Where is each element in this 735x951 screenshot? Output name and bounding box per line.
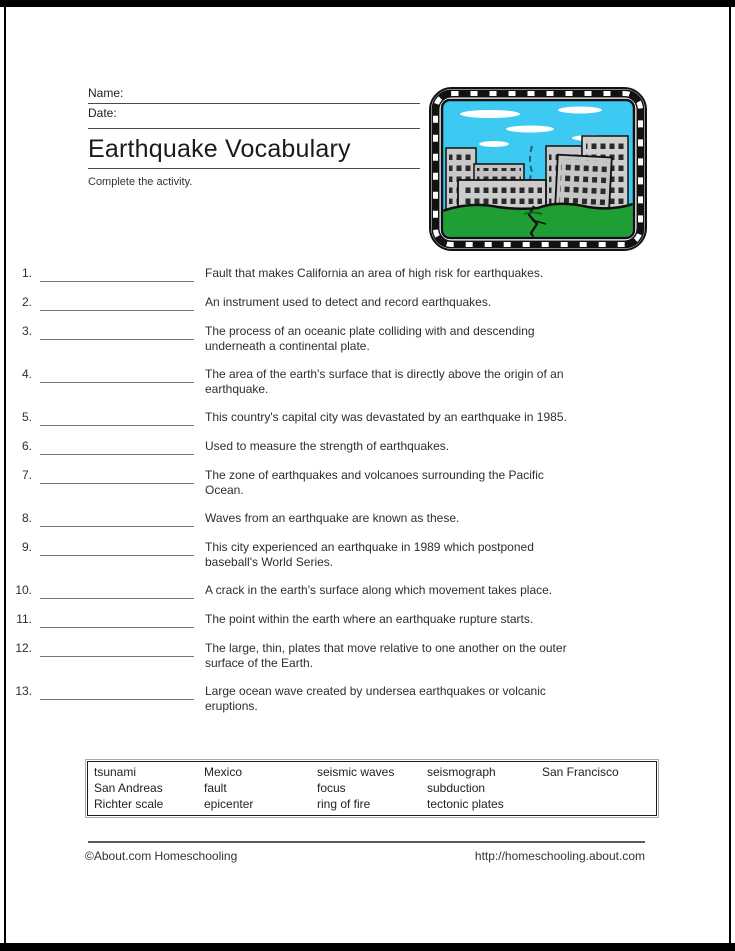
question-text: Used to measure the strength of earthquakes. bbox=[205, 439, 450, 453]
question-row-6 bbox=[0, 439, 735, 455]
question-number: 9. bbox=[21, 540, 32, 554]
city-clipart-svg bbox=[428, 86, 648, 252]
question-row-1 bbox=[0, 266, 735, 282]
question-number: 2. bbox=[21, 295, 32, 309]
question-text: The area of the earth's surface that is directly above the origin of an earthquake. bbox=[205, 367, 564, 396]
question-number: 10. bbox=[15, 583, 32, 597]
word-bank-word: subduction bbox=[427, 781, 486, 795]
question-number: 4. bbox=[21, 367, 32, 381]
question-row-5 bbox=[0, 410, 735, 426]
date-label: Date: bbox=[88, 106, 117, 120]
question-text: The point within the earth where an earthquake rupture starts. bbox=[205, 612, 534, 626]
answer-blank-4[interactable] bbox=[40, 367, 194, 383]
word-bank-row-3 bbox=[94, 796, 656, 812]
word-bank-word: epicenter bbox=[204, 797, 254, 811]
question-row-10 bbox=[0, 583, 735, 599]
instructions-text: Complete the activity. bbox=[88, 176, 193, 188]
word-bank-word: tsunami bbox=[94, 765, 137, 779]
word-bank-word: tectonic plates bbox=[427, 797, 504, 811]
word-bank-box bbox=[87, 761, 657, 816]
answer-blank-8[interactable] bbox=[40, 511, 194, 527]
question-number: 6. bbox=[21, 439, 32, 453]
answer-blank-5[interactable] bbox=[40, 410, 194, 426]
answer-blank-10[interactable] bbox=[40, 583, 194, 599]
question-number: 5. bbox=[21, 410, 32, 424]
question-text: Fault that makes California an area of high risk for earthquakes. bbox=[205, 266, 544, 280]
word-bank-word: fault bbox=[204, 781, 227, 795]
footer-divider bbox=[88, 841, 645, 843]
name-field-row[interactable] bbox=[88, 84, 420, 104]
word-bank-word bbox=[542, 780, 656, 796]
page-border-top bbox=[0, 0, 735, 7]
question-list bbox=[0, 266, 735, 727]
answer-blank-3[interactable] bbox=[40, 324, 194, 340]
word-bank-row-1 bbox=[94, 764, 656, 780]
word-bank-word bbox=[542, 796, 656, 812]
word-bank-word: focus bbox=[317, 781, 346, 795]
question-text: This country's capital city was devastated by an earthquake in 1985. bbox=[205, 410, 567, 424]
question-row-4 bbox=[0, 367, 735, 397]
word-bank-row-2 bbox=[94, 780, 656, 796]
question-number: 8. bbox=[21, 511, 32, 525]
question-row-2 bbox=[0, 295, 735, 311]
header bbox=[88, 84, 420, 188]
question-number: 1. bbox=[21, 266, 32, 280]
question-row-12 bbox=[0, 641, 735, 671]
question-number: 7. bbox=[21, 468, 32, 482]
word-bank-word: seismic waves bbox=[317, 765, 395, 779]
question-number: 11. bbox=[16, 612, 32, 626]
question-row-8 bbox=[0, 511, 735, 527]
question-text: The zone of earthquakes and volcanoes surrounding the Pacific Ocean. bbox=[205, 468, 544, 497]
answer-blank-6[interactable] bbox=[40, 439, 194, 455]
answer-blank-11[interactable] bbox=[40, 612, 194, 628]
word-bank-word: seismograph bbox=[427, 765, 496, 779]
question-text: Large ocean wave created by undersea earthquakes or volcanic eruptions. bbox=[205, 684, 546, 713]
question-number: 12. bbox=[15, 641, 32, 655]
footer bbox=[85, 849, 645, 863]
earthquake-city-illustration bbox=[428, 86, 648, 252]
question-number: 13. bbox=[15, 684, 32, 698]
date-field-row[interactable] bbox=[88, 104, 420, 129]
question-text: An instrument used to detect and record earthquakes. bbox=[205, 295, 492, 309]
question-text: Waves from an earthquake are known as these. bbox=[205, 511, 460, 525]
answer-blank-9[interactable] bbox=[40, 540, 194, 556]
question-row-7 bbox=[0, 468, 735, 498]
page-border-bottom bbox=[0, 943, 735, 951]
question-text: This city experienced an earthquake in 1989 which postponed baseball's World Series. bbox=[205, 540, 534, 569]
question-row-3 bbox=[0, 324, 735, 354]
name-label: Name: bbox=[88, 86, 124, 100]
question-row-11 bbox=[0, 612, 735, 628]
question-text: The large, thin, plates that move relative to one another on the outer surface of the Earth. bbox=[205, 641, 567, 670]
question-number: 3. bbox=[21, 324, 32, 338]
footer-copyright: ©About.com Homeschooling bbox=[85, 849, 238, 863]
word-bank-word: Mexico bbox=[204, 765, 243, 779]
page-title: Earthquake Vocabulary bbox=[88, 129, 420, 169]
word-bank-word: San Francisco bbox=[542, 765, 619, 779]
footer-url: http://homeschooling.about.com bbox=[474, 849, 645, 863]
word-bank-word: ring of fire bbox=[317, 797, 371, 811]
word-bank-word: Richter scale bbox=[94, 797, 164, 811]
answer-blank-13[interactable] bbox=[40, 684, 194, 700]
answer-blank-2[interactable] bbox=[40, 295, 194, 311]
answer-blank-12[interactable] bbox=[40, 641, 194, 657]
question-text: The process of an oceanic plate colliding with and descending underneath a continental plate. bbox=[205, 324, 535, 353]
question-row-13 bbox=[0, 684, 735, 714]
question-text: A crack in the earth's surface along which movement takes place. bbox=[205, 583, 553, 597]
answer-blank-7[interactable] bbox=[40, 468, 194, 484]
question-row-9 bbox=[0, 540, 735, 570]
word-bank-word: San Andreas bbox=[94, 781, 163, 795]
answer-blank-1[interactable] bbox=[40, 266, 194, 282]
